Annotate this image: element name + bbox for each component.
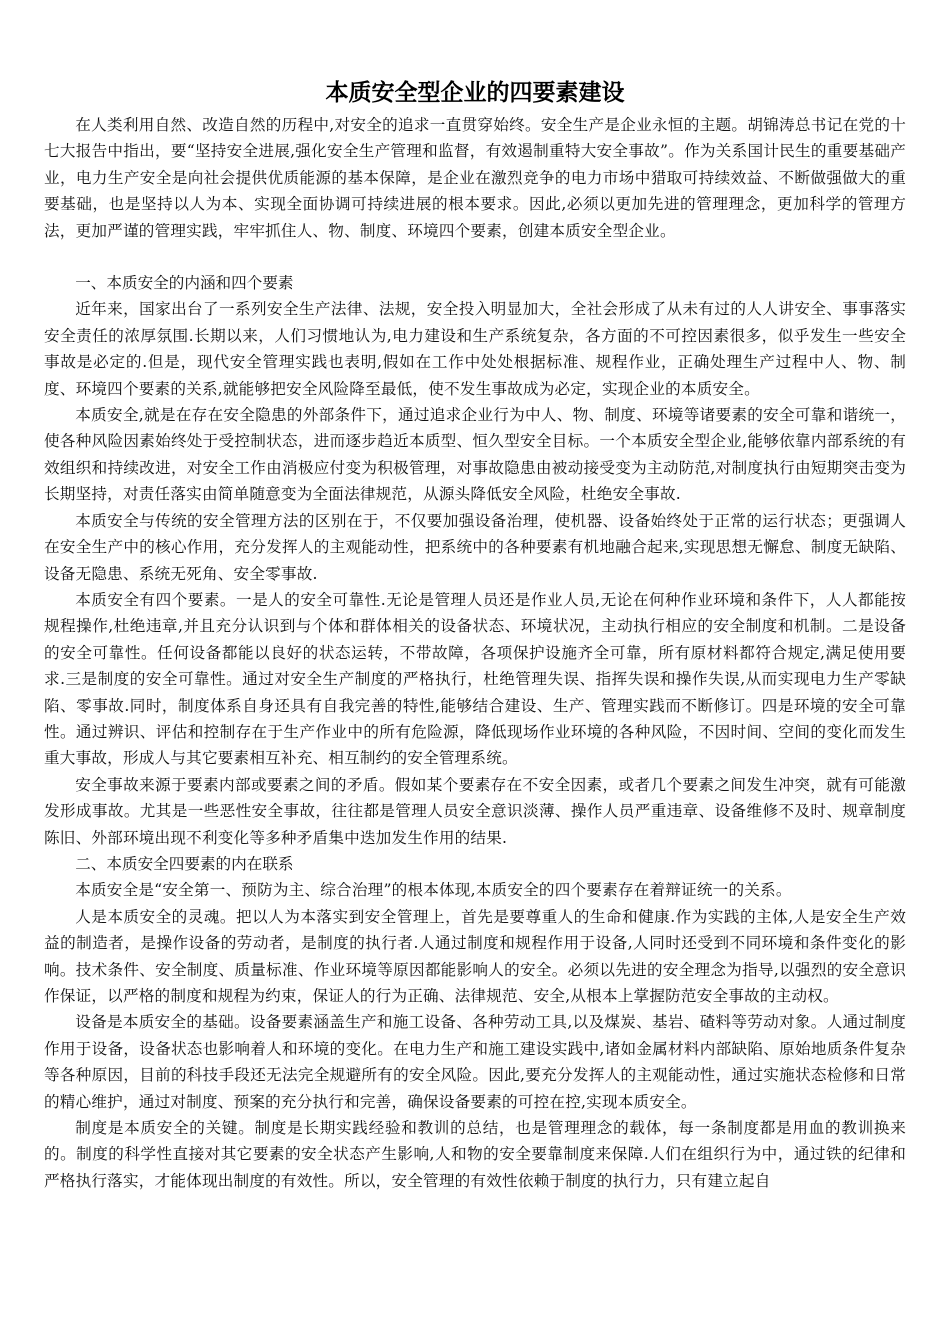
section-2-paragraph: 本质安全是“安全第一、预防为主、综合治理”的根本体现,本质安全的四个要素存在着辩证统一的关系。 (75, 881, 792, 900)
section-2-paragraph: 制度是本质安全的关键。制度是长期实践经验和教训的总结，也是管理理念的载体，每一条制度都是用血的教训换来的。制度的科学性直接对其它要素的安全状态产生影响,人和物的安全要靠制度来保障.人们在组织行为中，通过铁的纪律和严格执行落实，才能体现出制度的有效性。所以，安全管理的有效性依赖于制度的执行力，只有建立起自 (44, 1119, 906, 1190)
section-2-heading: 二、本质安全四要素的内在联系 (75, 854, 294, 873)
section-1-paragraph: 本质安全与传统的安全管理方法的区别在于，不仅要加强设备治理，使机器、设备始终处于正常的运行状态；更强调人在安全生产中的核心作用，充分发挥人的主观能动性，把系统中的各种要素有机地融合起来,实现思想无懈怠、制度无缺陷、设备无隐患、系统无死角、安全零事故. (44, 511, 906, 583)
section-2-paragraph: 人是本质安全的灵魂。把以人为本落实到安全管理上，首先是要尊重人的生命和健康.作为实践的主体,人是安全生产效益的制造者，是操作设备的劳动者，是制度的执行者.人通过制度和规程作用于设备,人同时还受到不同环境和条件变化的影响。技术条件、安全制度、质量标准、作业环境等原因都能影响人的安全。必须以先进的安全理念为指导,以强烈的安全意识作保证，以严格的制度和规程为约束，保证人的行为正确、法律规范、安全,从根本上掌握防范安全事故的主动权。 (44, 907, 906, 1005)
section-1-paragraph: 安全事故来源于要素内部或要素之间的矛盾。假如某个要素存在不安全因素，或者几个要素之间发生冲突，就有可能激发形成事故。尤其是一些恶性安全事故，往往都是管理人员安全意识淡薄、操作人员严重违章、设备维修不及时、规章制度陈旧、外部环境出现不利变化等多种矛盾集中迭加发生作用的结果. (44, 775, 906, 847)
section-1-paragraph: 本质安全,就是在存在安全隐患的外部条件下，通过追求企业行为中人、物、制度、环境等诸要素的安全可靠和谐统一，使各种风险因素始终处于受控制状态，进而逐步趋近本质型、恒久型安全目标。一个本质安全型企业,能够依靠内部系统的有效组织和持续改进，对安全工作由消极应付变为积极管理，对事故隐患由被动接受变为主动防范,对制度执行由短期突击变为长期坚持，对责任落实由简单随意变为全面法律规范，从源头降低安全风险，杜绝安全事故. (44, 406, 906, 504)
section-1-heading: 一、本质安全的内涵和四个要素 (75, 274, 294, 293)
section-1-paragraph: 本质安全有四个要素。一是人的安全可靠性.无论是管理人员还是作业人员,无论在何种作业环境和条件下，人人都能按规程操作,杜绝违章,并且充分认识到与个体和群体相关的设备状态、环境状况，主动执行相应的安全制度和机制。二是设备的安全可靠性。任何设备都能以良好的状态运转，不带故障，各项保护设施齐全可靠，所有原材料都符合规定,满足使用要求.三是制度的安全可靠性。通过对安全生产制度的严格执行，杜绝管理失误、指挥失误和操作失误,从而实现电力生产零缺陷、零事故.同时，制度体系自身还具有自我完善的特性,能够结合建设、生产、管理实践而不断修订。四是环境的安全可靠性。通过辨识、评估和控制存在于生产作业中的所有危险源，降低现场作业环境的各种风险，不因时间、空间的变化而发生重大事故，形成人与其它要素相互补充、相互制约的安全管理系统。 (44, 590, 906, 768)
document-title: 本质安全型企业的四要素建设 (325, 80, 625, 106)
intro-paragraph: 在人类利用自然、改造自然的历程中,对安全的追求一直贯穿始终。安全生产是企业永恒的主题。胡锦涛总书记在党的十七大报告中指出，要“坚持安全进展,强化安全生产管理和监督，有效遏制重特大安全事故”。作为关系国计民生的重要基础产业，电力生产安全是向社会提供优质能源的基本保障，是企业在激烈竞争的电力市场中猎取可持续效益、不断做强做大的重要基础，也是坚持以人为本、实现全面协调可持续进展的根本要求。因此,必须以更加先进的管理理念，更加科学的管理方法，更加严谨的管理实践，牢牢抓住人、物、制度、环境四个要素，创建本质安全型企业。 (44, 116, 906, 240)
section-1-paragraph: 近年来，国家出台了一系列安全生产法律、法规，安全投入明显加大，全社会形成了从未有过的人人讲安全、事事落实安全责任的浓厚氛围.长期以来，人们习惯地认为,电力建设和生产系统复杂，各方面的不可控因素很多，似乎发生一些安全事故是必定的.但是，现代安全管理实践也表明,假如在工作中处处根据标准、规程作业，正确处理生产过程中人、物、制度、环境四个要素的关系,就能够把安全风险降至最低，使不发生事故成为必定，实现企业的本质安全。 (44, 300, 906, 398)
document-page (44, 78, 906, 1194)
section-spacer (44, 244, 906, 270)
section-2-paragraph: 设备是本质安全的基础。设备要素涵盖生产和施工设备、各种劳动工具,以及煤炭、基岩、碴料等劳动对象。人通过制度作用于设备，设备状态也影响着人和环境的变化。在电力生产和施工建设实践中,诸如金属材料内部缺陷、原始地质条件复杂等各种原因，目前的科技手段还无法完全规避所有的安全风险。因此,要充分发挥人的主观能动性，通过实施状态检修和日常的精心维护，通过对制度、预案的充分执行和完善，确保设备要素的可控在控,实现本质安全。 (44, 1013, 906, 1111)
